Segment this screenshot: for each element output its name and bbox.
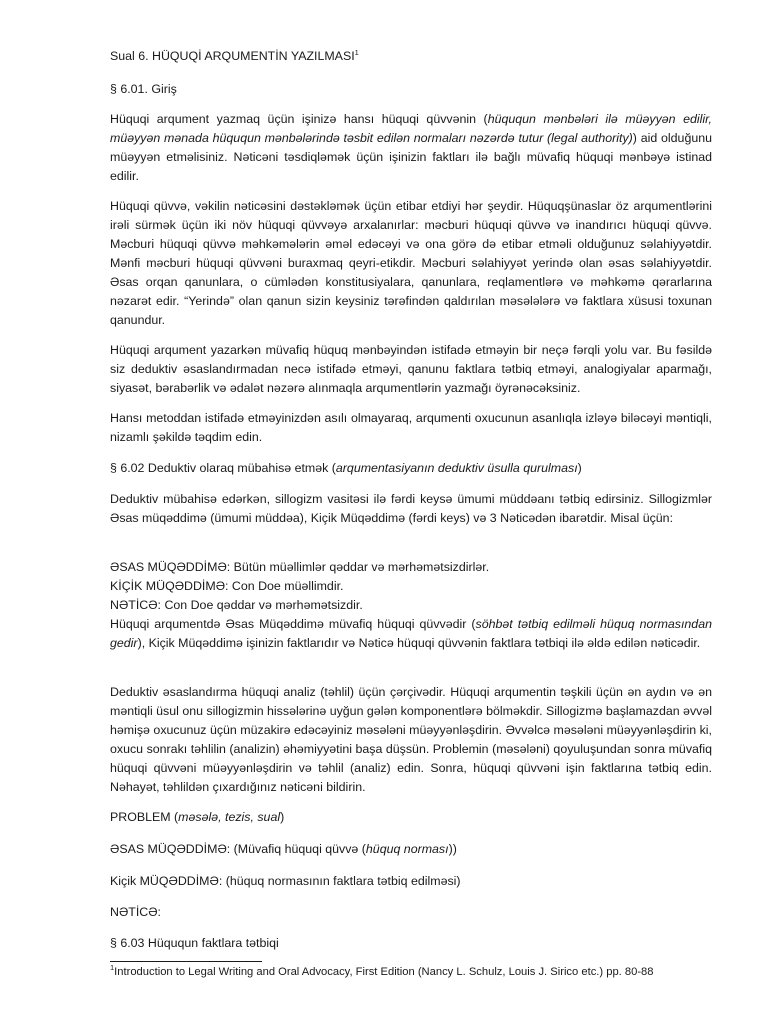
paragraph-text: ), Kiçik Müqəddimə işinizin faktlarıdır və Nəticə hüquqi qüvvənin faktlara tətbiqi ilə əldə edilən nəticədir. — [137, 636, 701, 650]
outline-text: ) — [280, 810, 285, 824]
footnote-text: Introduction to Legal Writing and Oral Advocacy, First Edition (Nancy L. Schulz, Louis J. Sirico etc.) pp. 80-88 — [114, 966, 654, 978]
italic-text: söhbət tətbiq edilməli hüquq normasından gedir — [110, 617, 712, 650]
outline-problem — [110, 808, 712, 827]
paragraph-deductive-reasoning: Deduktiv əsaslandırma hüquqi analiz (təhlil) üçün çərçivədir. Hüquqi arqumentin təşkili üçün ən aydın və ən məntiqli üsul onu sillogizmin hissələrinə uyğun gələn komponentlərə bölməkdir. Sillogizmə başlamazdan əvvəl həmişə oxucunuz üçün müzakirə edəcəyiniz məsələni müəyyənləşdirin. Əvvəlcə məsələni müəyyənləşdirin ki, oxucu sonrakı təhlilin (analizin) əhəmiyyətini başa düşsün. Problemin (məsələni) qoyuluşundan sonra müvafiq hüquqi qüvvəni müəyyənləşdirin və təhlil (analiz) edin. Sonra, hüquqi qüvvəni işin faktlarına tətbiq edin. Nəhayət, təhlildən çıxardığınız nəticəni bildirin. — [110, 685, 712, 794]
footnote-reference: 1 — [354, 48, 359, 57]
italic-text: hüququn mənbələri ilə müəyyən edilir, müəyyən mənada hüququn mənbələrində təsbit edilən normaları nəzərdə tutur (legal authority) — [110, 112, 712, 145]
italic-text: hüquq norması — [365, 842, 449, 856]
title-text: Sual 6. HÜQUQİ ARQUMENTİN YAZILMASI — [110, 49, 355, 63]
outline-text: )) — [448, 842, 457, 856]
document-title — [110, 47, 712, 66]
heading-text: ) — [577, 461, 582, 475]
heading-text: § 6.02 Deduktiv olaraq mübahisə etmək ( — [110, 461, 336, 475]
section-heading-6-02 — [110, 459, 712, 478]
paragraph-legal-authority — [110, 110, 712, 186]
example-major-premise: ƏSAS MÜQƏDDİMƏ: Bütün müəllimlər qəddar və mərhəmətsizdirlər. — [110, 560, 490, 574]
section-heading-6-01: § 6.01. Giriş — [110, 82, 177, 96]
example-minor-premise: KİÇİK MÜQƏDDİMƏ: Con Doe müəllimdir. — [110, 579, 344, 593]
paragraph-text: Hüquqi arqumentdə Əsas Müqəddimə müvafiq hüquqi qüvvədir ( — [110, 617, 476, 631]
paragraph-presentation: Hansı metoddan istifadə etməyinizdən asılı olmayaraq, arqumenti oxucunun asanlıqla izləyə biləcəyi məntiqli, nizamlı şəkildə təqdim edin. — [110, 411, 712, 444]
paragraph-text: Hüquqi arqument yazmaq üçün işinizə hansı hüquqi qüvvənin ( — [110, 112, 488, 126]
footnote-separator — [110, 961, 262, 962]
outline-text: ƏSAS MÜQƏDDİMƏ: (Müvafiq hüquqi qüvvə ( — [110, 842, 366, 856]
footnote-number: 1 — [110, 963, 115, 972]
outline-minor-premise: Kiçik MÜQƏDDİMƏ: (hüquq normasının faktlara tətbiq edilməsi) — [110, 874, 461, 888]
outline-text: PROBLEM ( — [110, 810, 179, 824]
paragraph-syllogism: Deduktiv mübahisə edərkən, sillogizm vasitəsi ilə fərdi keysə ümumi müddəanı tətbiq edirsiniz. Sillogizmlər Əsas müqəddimə (ümumi müddəa), Kiçik Müqəddimə (fərdi keys) və 3 Nəticədən ibarətdir. Misal üçün: — [110, 492, 712, 525]
paragraph-legal-argument — [110, 615, 712, 653]
italic-text: məsələ, tezis, sual — [178, 810, 281, 824]
paragraph-legal-force: Hüquqi qüvvə, vəkilin nəticəsini dəstəkləmək üçün etibar etdiyi hər şeydir. Hüquqşünaslar öz arqumentlərini irəli sürmək üçün iki növ hüquqi qüvvəyə arxalanırlar: məcburi hüquqi qüvvə və inandırıcı hüquqi qüvvə. Məcburi hüquqi qüvvə məhkəmələrin əməl edəcəyi və ona görə də etibar etməli olduğunuz səlahiyyətdir. Mənfi məcburi hüquqi qüvvəni buraxmaq qeyri-etikdir. Məcburi səlahiyyət yerində olan əsas səlahiyyətdir. Əsas orqan qanunlara, o cümlədən konstitusiyalara, qanunlara, reqlamentlərə və məhkəmə qərarlarına nəzarət edir. “Yerində” olan qanun sizin keysiniz tərəfindən qaldırılan məsələlərə və faktlara xüsusi toxunan qanundur. — [110, 199, 712, 327]
footnote — [110, 965, 712, 979]
paragraph-methods: Hüquqi arqument yazarkən müvafiq hüquq mənbəyindən istifadə etməyin bir neçə fərqli yolu var. Bu fəsildə siz deduktiv əsaslandırmadan necə istifadə etməyi, qanunu faktlara tətbiq etməyi, analogiyalar aparmağı, siyasət, bərabərlik və ədalət nəzərə alınmaqla arqumentlərin yazmağı öyrənəcəksiniz. — [110, 343, 712, 395]
italic-text: arqumentasiyanın deduktiv üsulla qurulması — [335, 461, 578, 475]
section-heading-6-03: § 6.03 Hüququn faktlara tətbiqi — [110, 936, 279, 950]
outline-major-premise — [110, 840, 712, 859]
paragraph-text: ) aid olduğunu müəyyən etməlisiniz. Nəticəni təsdiqləmək üçün işinizin faktları ilə bağlı müvafiq hüquqi mənbəyə istinad edilir. — [110, 131, 713, 183]
outline-conclusion: NƏTİCƏ: — [110, 905, 161, 919]
example-conclusion: NƏTİCƏ: Con Doe qəddar və mərhəmətsizdir. — [110, 598, 363, 612]
